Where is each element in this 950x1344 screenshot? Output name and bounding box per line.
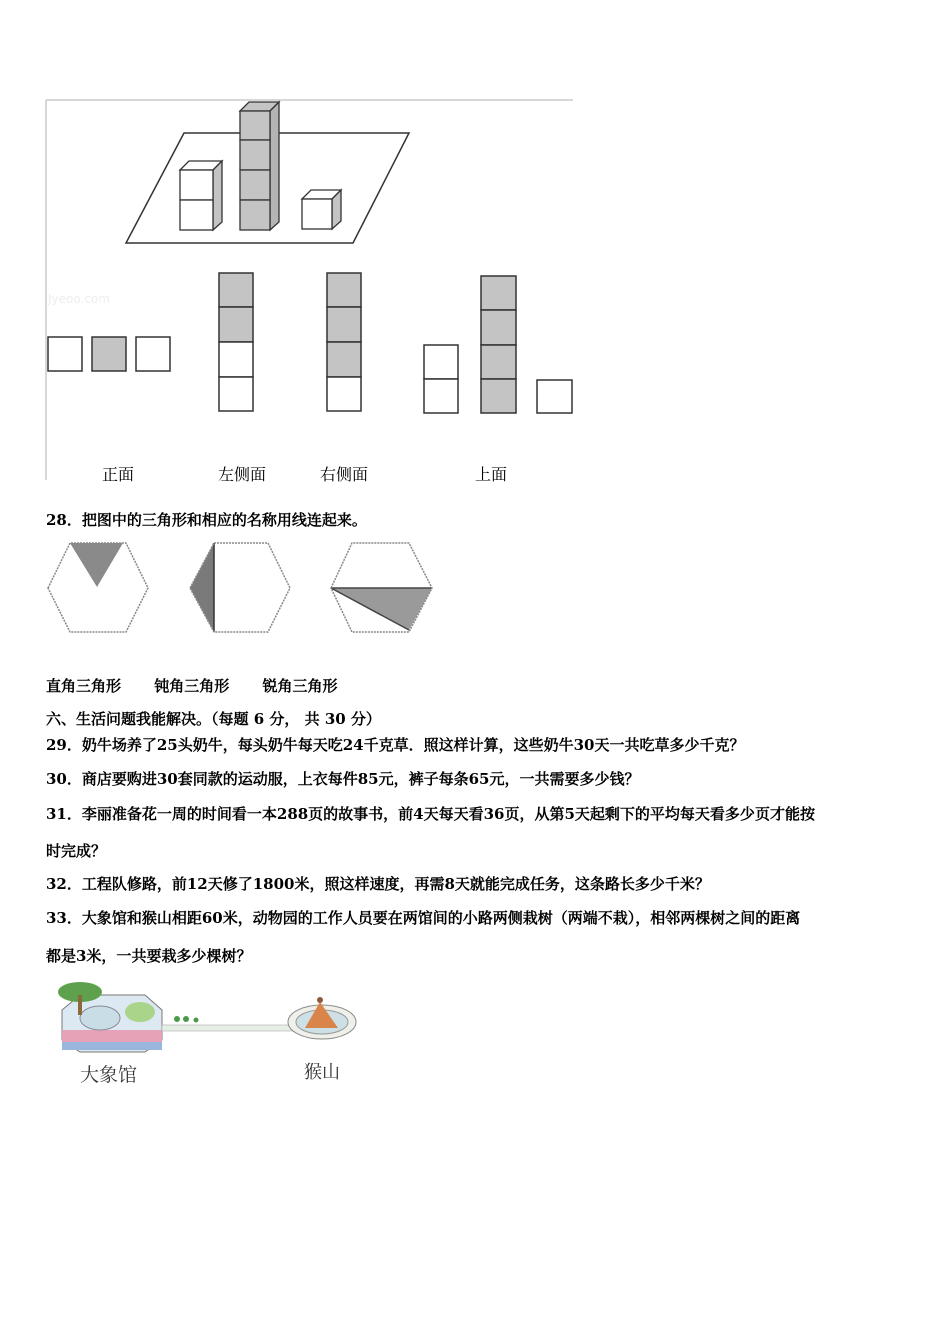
hexagon-right-triangle (48, 543, 148, 632)
question-28: 28．把图中的三角形和相应的名称用线连起来。 (46, 511, 367, 529)
question-29: 29．奶牛场养了25头奶牛，每头奶牛每天吃24千克草．照这样计算，这些奶牛30天一共吃草多少千克？ (46, 736, 745, 754)
elephant-house-icon (58, 982, 162, 1052)
hexagon-acute-triangle (331, 543, 432, 632)
name-obtuse-triangle: 钝角三角形 (154, 677, 230, 695)
question-32: 32．工程队修路，前12天修了1800米，照这样速度，再需8天就能完成任务，这条路长多少千米？ (46, 875, 710, 893)
label-left-view: 左侧面 (217, 465, 267, 484)
label-top-view: 上面 (474, 465, 508, 484)
name-acute-triangle: 锐角三角形 (262, 677, 338, 695)
label-front-view: 正面 (101, 465, 135, 484)
monkey-hill-icon (288, 997, 356, 1039)
hexagon-obtuse-triangle (190, 543, 290, 632)
question-33-line1: 33．大象馆和猴山相距60米，动物园的工作人员要在两馆间的小路两侧栽树（两端不栽），相邻两棵树之间的距离 (46, 909, 801, 927)
trees-icon (174, 1016, 199, 1023)
watermark: Jyeoo.com (48, 292, 110, 306)
path (162, 1025, 297, 1031)
cube-stacks (180, 102, 341, 230)
label-right-view: 右侧面 (319, 465, 369, 484)
view-drawings (48, 273, 572, 413)
name-right-triangle: 直角三角形 (46, 677, 122, 695)
question-31-line2: 时完成？ (46, 842, 107, 860)
section-heading: 六、生活问题我能解决。（每题 6 分， 共 30 分） (46, 710, 381, 728)
question-33-line2: 都是3米，一共要栽多少棵树？ (46, 947, 252, 965)
triangle-names (46, 676, 338, 696)
elephant-house-label: 大象馆 (80, 1064, 138, 1086)
monkey-hill-label: 猴山 (304, 1062, 340, 1083)
question-30: 30．商店要购进30套同款的运动服，上衣每件85元，裤子每条65元，一共需要多少钱？ (46, 770, 640, 788)
question-31-line1: 31．李丽准备花一周的时间看一本288页的故事书，前4天每天看36页，从第5天起剩下的平均每天看多少页才能按 (46, 805, 815, 823)
